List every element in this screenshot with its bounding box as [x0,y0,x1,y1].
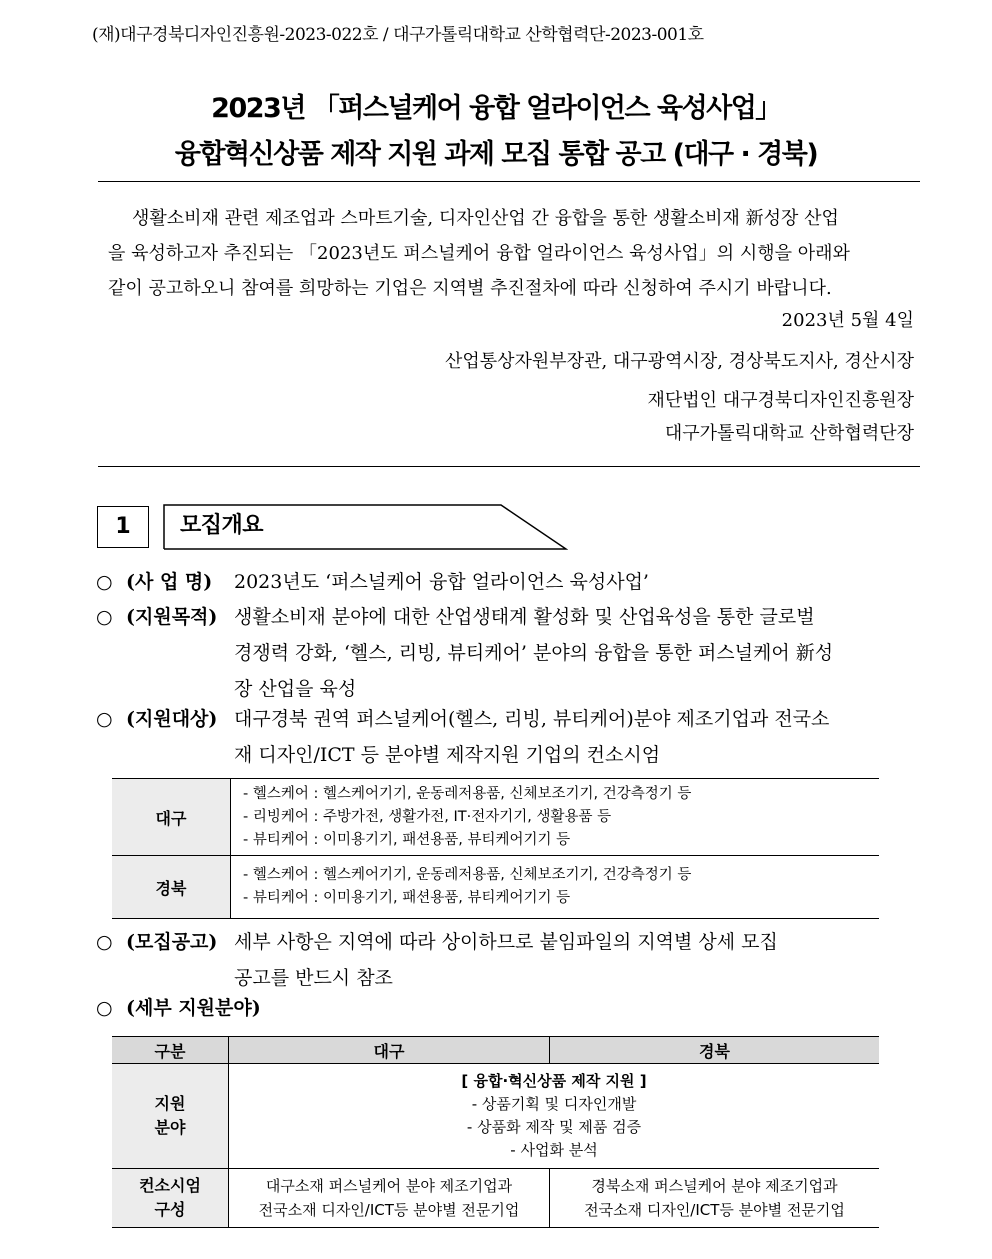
intro-paragraph [108,201,914,306]
list-item: - 상품기획 및 디자인개발 [471,1095,637,1113]
region-fields [231,856,880,919]
title-divider [98,181,920,182]
target-region-table [112,778,879,919]
intro-line-3: 같이 공고하오니 참여를 희망하는 기업은 지역별 추진절차에 따라 신청하여 주시기 바랍니다. [108,278,832,299]
support-fields-cell [229,1064,880,1169]
item-key: (세부 지원분야) [126,997,261,1019]
table-row [112,856,879,919]
item-target [96,701,900,773]
item-key: (모집공고) [126,931,218,953]
list-item: - 뷰티케어 : 이미용기기, 패션용품, 뷰티케어기기 등 [243,831,571,848]
table-header-row [112,1037,879,1064]
item-value-line: 생활소비재 분야에 대한 산업생태계 활성화 및 산업육성을 통한 글로벌 [234,606,815,628]
list-item: - 헬스케어 : 헬스케어기기, 운동레저용품, 신체보조기기, 건강측정기 등 [243,785,692,802]
item-value-line: 재 디자인/ICT 등 분야별 제작지원 기업의 컨소시엄 [234,744,661,766]
intro-line-1: 생활소비재 관련 제조업과 스마트기술, 디자인산업 간 융합을 통한 생활소비재 新성장 산업 [132,208,839,229]
circle-bullet-icon: ○ [96,997,113,1019]
section-number-box: 1 [97,506,149,548]
signatory-university: 대구가톨릭대학교 산학협력단장 [664,423,914,444]
item-purpose [96,599,900,707]
item-value-line: 공고를 반드시 참조 [234,967,393,989]
intro-divider [98,466,920,467]
item-value: 2023년도 ‘퍼스널케어 융합 얼라이언스 육성사업’ [234,571,649,593]
announcement-date: 2023년 5월 4일 [781,310,914,331]
row-header-line: 지원 [154,1094,186,1113]
column-header: 대구 [229,1037,550,1064]
row-header-line: 분야 [154,1118,186,1137]
intro-line-2: 을 육성하고자 추진되는 「2023년도 퍼스널케어 융합 얼라이언스 육성사업」의 시행을 아래와 [108,243,850,264]
region-fields [231,779,880,856]
row-header [112,1064,229,1169]
item-key: (지원목적) [126,606,218,628]
item-notice [96,924,900,996]
circle-bullet-icon: ○ [96,708,113,730]
table-row [112,779,879,856]
cell-line: 대구소재 퍼스널케어 분야 제조기업과 [265,1177,513,1195]
item-value-line: 경쟁력 강화, ‘헬스, 리빙, 뷰티케어’ 분야의 융합을 통한 퍼스널케어 新성 [234,642,834,664]
cell-line: 전국소재 디자인/ICT등 분야별 전문기업 [258,1201,520,1219]
list-item: - 헬스케어 : 헬스케어기기, 운동레저용품, 신체보조기기, 건강측정기 등 [243,867,692,883]
document-reference-number: (재)대구경북디자인진흥원-2023-022호 / 대구가톨릭대학교 산학협력단-2023-001호 [92,25,704,45]
row-header [112,1169,229,1228]
cell-line: 전국소재 디자인/ICT등 분야별 전문기업 [584,1201,845,1219]
daegu-consortium-cell [229,1169,550,1228]
signatory-ministers: 산업통상자원부장관, 대구광역시장, 경상북도지사, 경산시장 [444,351,914,372]
signatory-design-center: 재단법인 대구경북디자인진흥원장 [647,390,914,411]
page-title-line-1: 2023년 「퍼스널케어 융합 얼라이언스 육성사업」 [211,93,781,124]
list-item: - 리빙케어 : 주방가전, 생활가전, IT·전자기기, 생활용품 등 [243,808,612,825]
gyeongbuk-consortium-cell [550,1169,880,1228]
list-item: - 뷰티케어 : 이미용기기, 패션용품, 뷰티케어기기 등 [243,890,571,906]
page-title-line-2: 융합혁신상품 제작 지원 과제 모집 통합 공고 (대구 · 경북) [174,139,818,170]
column-header: 경북 [550,1037,880,1064]
list-item: - 사업화 분석 [510,1141,598,1159]
column-header: 구분 [112,1037,229,1064]
cell-line: 경북소재 퍼스널케어 분야 제조기업과 [591,1177,838,1195]
section-title: 모집개요 [180,513,264,538]
item-key: (지원대상) [126,708,218,730]
region-label: 대구 [112,779,231,856]
item-key: (사 업 명) [126,571,213,593]
table-row [112,1064,879,1169]
row-header-line: 구성 [154,1200,186,1219]
item-value-line: 세부 사항은 지역에 따라 상이하므로 붙임파일의 지역별 상세 모집 [234,931,778,953]
support-detail-table [112,1036,879,1228]
item-project-name [96,564,900,600]
table-row [112,1169,879,1228]
item-value-line: 장 산업을 육성 [234,678,357,700]
row-header-line: 컨소시엄 [139,1176,201,1195]
list-item: - 상품화 제작 및 제품 검증 [466,1118,642,1136]
circle-bullet-icon: ○ [96,606,113,628]
item-value-line: 대구경북 권역 퍼스널케어(헬스, 리빙, 뷰티케어)분야 제조기업과 전국소 [234,708,830,730]
region-label: 경북 [112,856,231,919]
support-title: [ 융합·혁신상품 제작 지원 ] [461,1072,647,1090]
circle-bullet-icon: ○ [96,931,113,953]
circle-bullet-icon: ○ [96,571,113,593]
